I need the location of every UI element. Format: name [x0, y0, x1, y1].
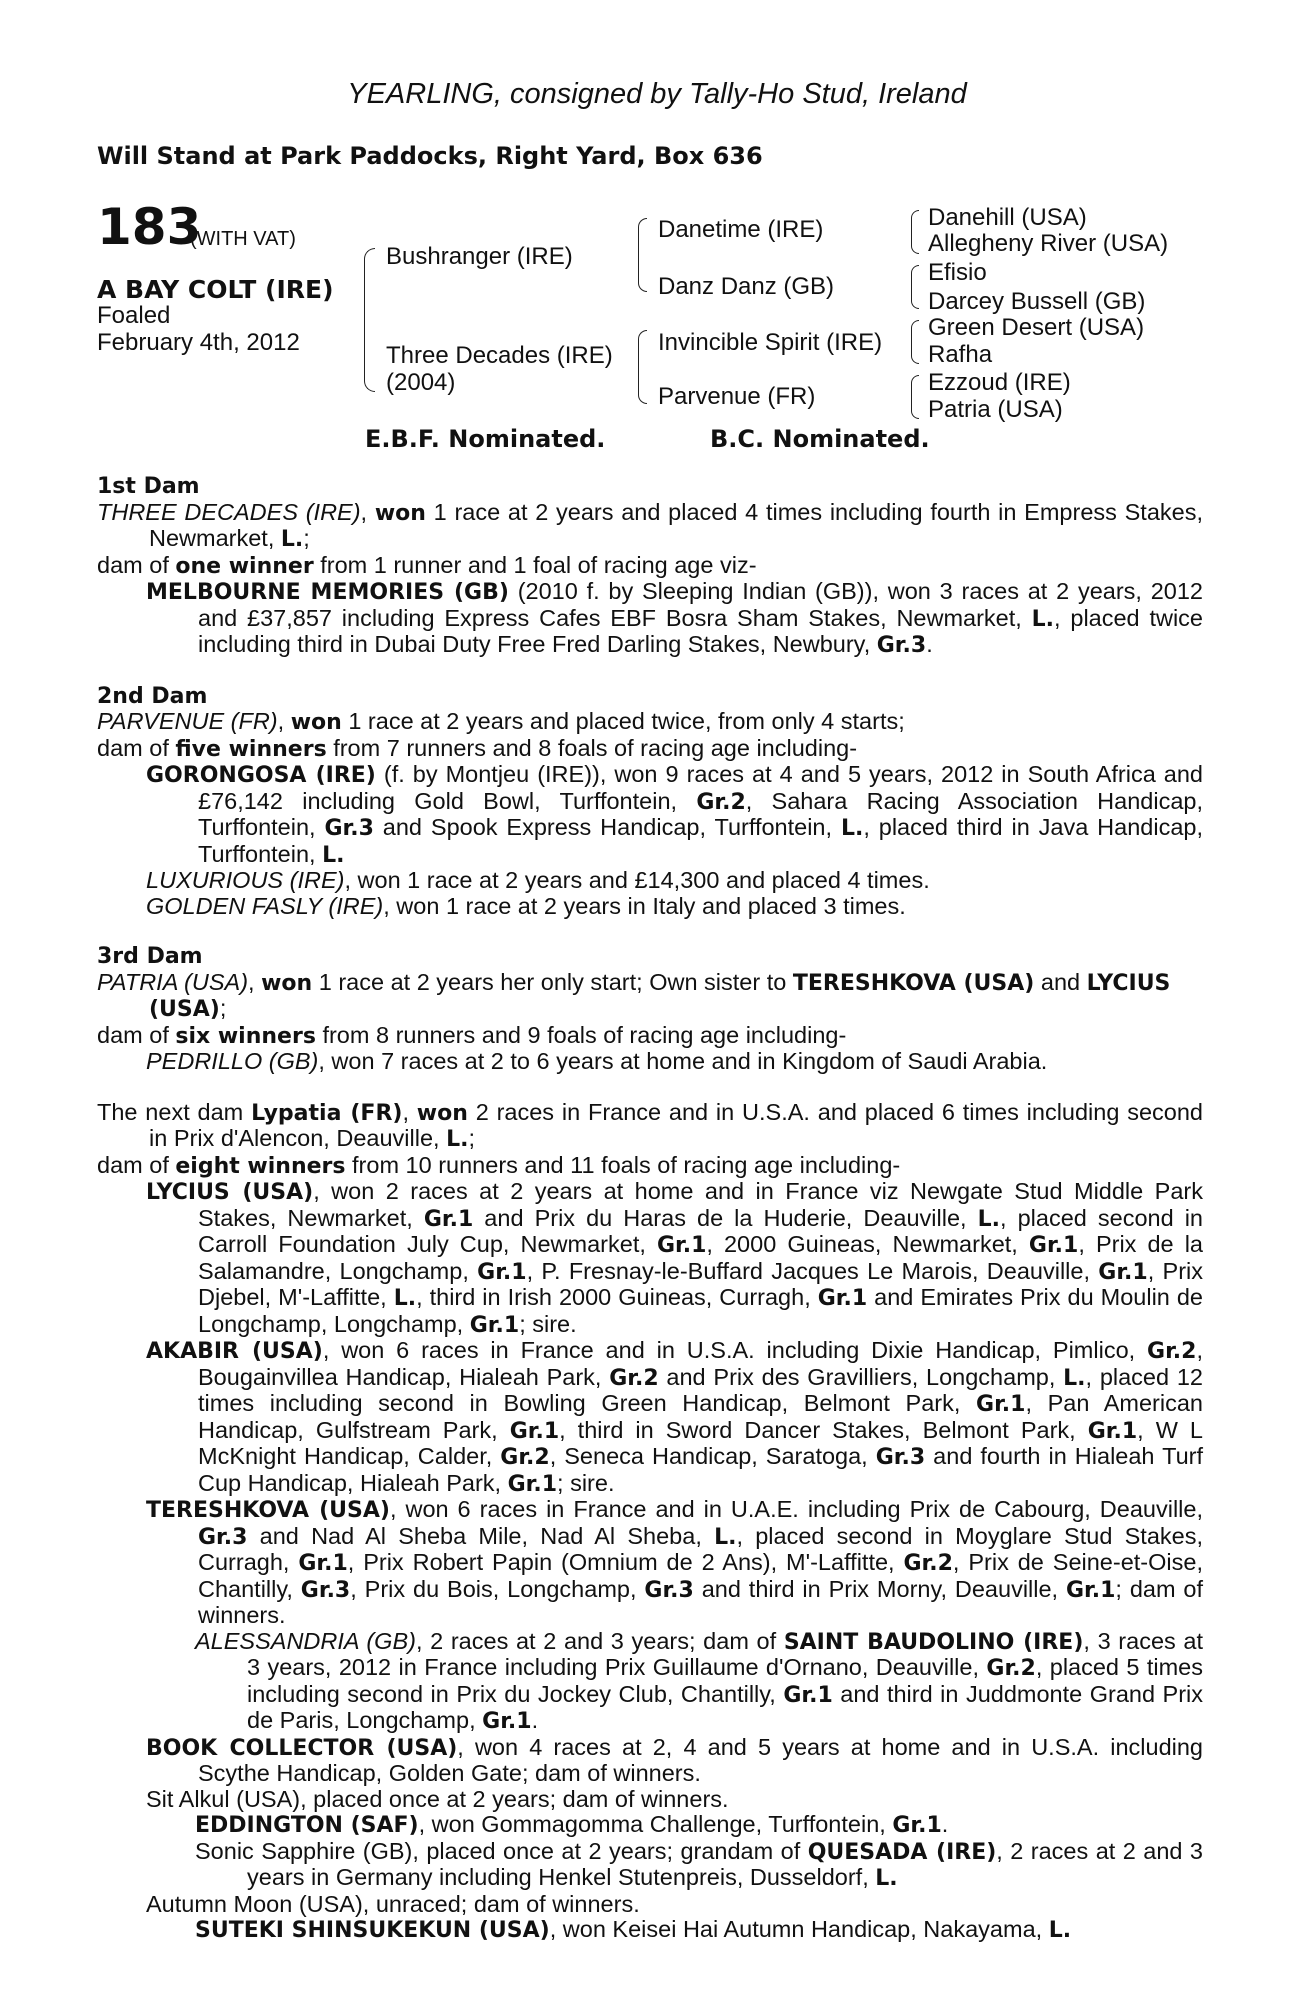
produce-entry: ALESSANDRIA (GB), 2 races at 2 and 3 years; dam of SAINT BAUDOLINO (IRE), 3 races at 3 years, 2012 in France including Prix Guillaume d'Ornano, Deauville, Gr.2, placed 5 times including second in Prix du Jockey Club, Chantilly, Gr.1 and third in Juddmonte Grand Prix de Paris, Longchamp, Gr.1.	[195, 1627, 1204, 1734]
pedigree-brace-g2	[911, 265, 919, 309]
produce-entry: AKABIR (USA), won 6 races in France and in U.S.A. including Dixie Handicap, Pimlico, Gr.2, Bougainvillea Handicap, Hialeah Park, Gr.2 and Prix des Gravilliers, Longchamp, L., placed 12 times including second in Bowling Green Handicap, Belmont Park, Gr.1, Pan American Handicap, Gulfstream Park, Gr.1, third in Sword Dancer Stakes, Belmont Park, Gr.1, W L McKnight Handicap, Calder, Gr.2, Seneca Handicap, Saratoga, Gr.3 and fourth in Hialeah Turf Cup Handicap, Hialeah Park, Gr.1; sire.	[146, 1337, 1203, 1497]
produce-entry: MELBOURNE MEMORIES (GB) (2010 f. by Sleeping Indian (GB)), won 3 races at 2 years, 2012 and £37,857 including Express Cafes EBF Bosra Sham Stakes, Newmarket, L., placed twice including third in Dubai Duty Free Fred Darling Stakes, Newbury, Gr.3.	[146, 578, 1203, 658]
pedigree-gen3-8: Patria (USA)	[928, 396, 1063, 423]
foaled-info: Foaled February 4th, 2012	[97, 302, 300, 356]
pedigree-brace-main	[364, 248, 375, 392]
produce-entry: TERESHKOVA (USA), won 6 races in France and in U.A.E. including Prix de Cabourg, Deauville, Gr.3 and Nad Al Sheba Mile, Nad Al Sheba, L., placed second in Moyglare Stud Stakes, Curragh, Gr.1, Prix Robert Papin (Omnium de 2 Ans), M'-Laffitte, Gr.2, Prix de Seine-et-Oise, Chantilly, Gr.3, Prix du Bois, Longchamp, Gr.3 and third in Prix Morny, Deauville, Gr.1; dam of winners.	[146, 1496, 1204, 1628]
produce-entry: SUTEKI SHINSUKEKUN (USA), won Keisei Hai Autumn Handicap, Nakayama, L.	[195, 1916, 1072, 1943]
dam-entry: The next dam Lypatia (FR), won 2 races in France and in U.S.A. and placed 6 times including second in Prix d'Alencon, Deauville, L.;	[97, 1098, 1203, 1152]
pedigree-sire: Bushranger (IRE)	[386, 243, 573, 270]
pedigree-sire-sire: Danetime (IRE)	[658, 216, 824, 243]
produce-entry: Sonic Sapphire (GB), placed once at 2 years; grandam of QUESADA (IRE), 2 races at 2 and 3 years in Germany including Henkel Stutenpreis, Dusseldorf, L.	[195, 1837, 1203, 1891]
produce-summary: dam of six winners from 8 runners and 9 foals of racing age including-	[97, 1021, 847, 1049]
bc-nomination: B.C. Nominated.	[710, 425, 930, 453]
pedigree-brace-sire	[638, 218, 647, 292]
pedigree-dam: Three Decades (IRE)	[386, 342, 613, 369]
dam-entry: PARVENUE (FR), won 1 race at 2 years and placed twice, from only 4 starts;	[97, 708, 905, 735]
page-title: YEARLING, consigned by Tally-Ho Stud, Ireland	[347, 78, 967, 110]
pedigree-gen3-3: Efisio	[928, 259, 987, 286]
section-heading: 1st Dam	[97, 474, 200, 499]
catalogue-body	[97, 474, 1203, 1944]
produce-entry: GOLDEN FASLY (IRE), won 1 race at 2 years in Italy and placed 3 times.	[146, 892, 906, 919]
lot-number: 183	[97, 198, 202, 256]
dam-entry: PATRIA (USA), won 1 race at 2 years her only start; Own sister to TERESHKOVA (USA) and LYCIUS (USA);	[97, 968, 1171, 1022]
produce-entry: LUXURIOUS (IRE), won 1 race at 2 years and £14,300 and placed 4 times.	[146, 867, 930, 893]
section-heading: 2nd Dam	[97, 683, 208, 709]
produce-entry: LYCIUS (USA), won 2 races at 2 years at home and in France viz Newgate Stud Middle Park Stakes, Newmarket, Gr.1 and Prix du Haras de la Huderie, Deauville, L., placed second in Carroll Foundation July Cup, Newmarket, Gr.1, 2000 Guineas, Newmarket, Gr.1, Prix de la Salamandre, Longchamp, Gr.1, P. Fresnay-le-Buffard Jacques Le Marois, Deauville, Gr.1, Prix Djebel, M'-Laffitte, L., third in Irish 2000 Guineas, Curragh, Gr.1 and Emirates Prix du Moulin de Longchamp, Longchamp, Gr.1; sire.	[146, 1178, 1204, 1338]
produce-entry: Autumn Moon (USA), unraced; dam of winners.	[146, 1890, 640, 1917]
produce-summary: dam of five winners from 7 runners and 8 foals of racing age including-	[97, 734, 858, 762]
produce-entry: PEDRILLO (GB), won 7 races at 2 to 6 years at home and in Kingdom of Saudi Arabia.	[146, 1048, 1048, 1074]
pedigree-dam-sire: Invincible Spirit (IRE)	[658, 329, 883, 356]
pedigree-brace-g4	[911, 375, 919, 419]
pedigree-sire-dam: Danz Danz (GB)	[658, 273, 835, 300]
stand-location: Will Stand at Park Paddocks, Right Yard, Box 636	[97, 142, 763, 170]
pedigree-dam-dam: Parvenue (FR)	[658, 383, 816, 410]
pedigree-gen3-4: Darcey Bussell (GB)	[928, 288, 1146, 315]
produce-entry: EDDINGTON (SAF), won Gommagomma Challenge, Turffontein, Gr.1.	[195, 1811, 949, 1838]
produce-summary: dam of one winner from 1 runner and 1 foal of racing age viz-	[97, 551, 757, 579]
pedigree-dam-year: (2004)	[386, 369, 456, 396]
pedigree-brace-dam	[638, 330, 647, 404]
pedigree-brace-g1	[911, 210, 919, 254]
pedigree-gen3-6: Rafha	[928, 341, 993, 368]
produce-summary: dam of eight winners from 10 runners and 11 foals of racing age including-	[97, 1151, 901, 1179]
pedigree-gen3-5: Green Desert (USA)	[928, 314, 1145, 341]
dam-entry: THREE DECADES (IRE), won 1 race at 2 years and placed 4 times including fourth in Empress Stakes, Newmarket, L.;	[97, 498, 1203, 552]
ebf-nomination: E.B.F. Nominated.	[365, 425, 606, 453]
section-heading: 3rd Dam	[97, 944, 203, 969]
pedigree-gen3-1: Danehill (USA)	[928, 204, 1087, 231]
pedigree-brace-g3	[911, 320, 919, 364]
produce-entry: Sit Alkul (USA), placed once at 2 years; dam of winners.	[146, 1785, 729, 1812]
produce-entry: BOOK COLLECTOR (USA), won 4 races at 2, 4 and 5 years at home and in U.S.A. including Scythe Handicap, Golden Gate; dam of winners.	[146, 1733, 1203, 1786]
pedigree-gen3-7: Ezzoud (IRE)	[928, 369, 1071, 396]
lot-description: A BAY COLT (IRE)	[97, 275, 334, 304]
produce-entry: GORONGOSA (IRE) (f. by Montjeu (IRE)), won 9 races at 4 and 5 years, 2012 in South Africa and £76,142 including Gold Bowl, Turffontein, Gr.2, Sahara Racing Association Handicap, Turffontein, Gr.3 and Spook Express Handicap, Turffontein, L., placed third in Java Handicap, Turffontein, L.	[146, 761, 1204, 868]
vat-note: (WITH VAT)	[190, 228, 296, 250]
pedigree-gen3-2: Allegheny River (USA)	[928, 230, 1169, 257]
